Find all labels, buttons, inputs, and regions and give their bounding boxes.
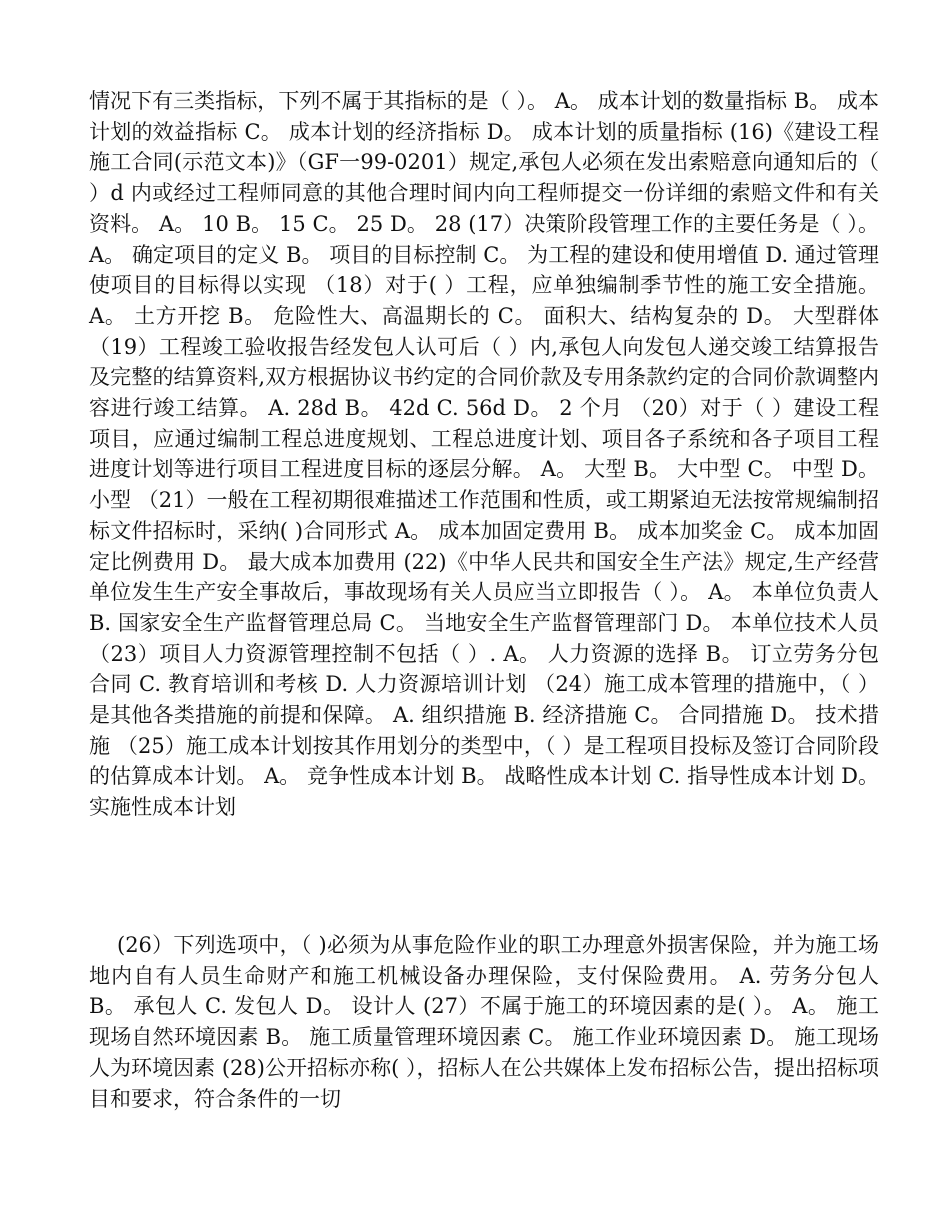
body-paragraph-2: (26）下列选项中，（ )必须为从事危险作业的职工办理意外损害保险，并为施工场地内自有人员生命财产和施工机械设备办理保险，支付保险费用。 A. 劳务分包人 B。 承包人 C. 发包人 D。 设计人 (27）不属于施工的环境因素的是( ）。 A。 施工现场自然环境因素 B。 施工质量管理环境因素 C。 施工作业环境因素 D。 施工现场人为环境因素 (28)公开招标亦称( ），招标人在公共媒体上发布招标公告，提出招标项目和要求，符合条件的一切	[89, 933, 879, 1111]
body-paragraph-1: 情况下有三类指标，下列不属于其指标的是（ ）。 A。 成本计划的数量指标 B。 成本计划的效益指标 C。 成本计划的经济指标 D。 成本计划的质量指标 (16)《建设工程施工合同(示范文本)》（GF一99-0201）规定,承包人必须在发出索赔意向通知后的（ ）d 内或经过工程师同意的其他合理时间内向工程师提交一份详细的索赔文件和有关资料。 A。 10 B。 15 C。 25 D。 28 (17）决策阶段管理工作的主要任务是（ ）。 A。 确定项目的定义 B。 项目的目标控制 C。 为工程的建设和使用增值 D. 通过管理使项目的目标得以实现 （18）对于( ）工程，应单独编制季节性的施工安全措施。 A。 土方开挖 B。 危险性大、高温期长的 C。 面积大、结构复杂的 D。 大型群体 （19）工程竣工验收报告经发包人认可后（ ）内,承包人向发包人递交竣工结算报告及完整的结算资料,双方根据协议书约定的合同价款及专用条款约定的合同价款调整内容进行竣工结算。 A. 28d B。 42d C. 56d D。 2 个月 （20）对于（ ）建设工程项目，应通过编制工程总进度规划、工程总进度计划、项目各子系统和各子项目工程进度计划等进行项目工程进度目标的逐层分解。 A。 大型 B。 大中型 C。 中型 D。 小型 （21）一般在工程初期很难描述工作范围和性质，或工期紧迫无法按常规编制招标文件招标时，采纳( )合同形式 A。 成本加固定费用 B。 成本加奖金 C。 成本加固定比例费用 D。 最大成本加费用 (22)《中华人民共和国安全生产法》规定,生产经营单位发生生产安全事故后，事故现场有关人员应当立即报告（ ）。 A。 本单位负责人 B. 国家安全生产监督管理总局 C。 当地安全生产监督管理部门 D。 本单位技术人员 （23）项目人力资源管理控制不包括（ ）. A。 人力资源的选择 B。 订立劳务分包合同 C. 教育培训和考核 D. 人力资源培训计划 （24）施工成本管理的措施中，（ ）是其他各类措施的前提和保障。 A. 组织措施 B. 经济措施 C。 合同措施 D。 技术措施 （25）施工成本计划按其作用划分的类型中，（ ）是工程项目投标及签订合同阶段的估算成本计划。 A。 竞争性成本计划 B。 战略性成本计划 C. 指导性成本计划 D。 实施性成本计划	[89, 89, 879, 820]
